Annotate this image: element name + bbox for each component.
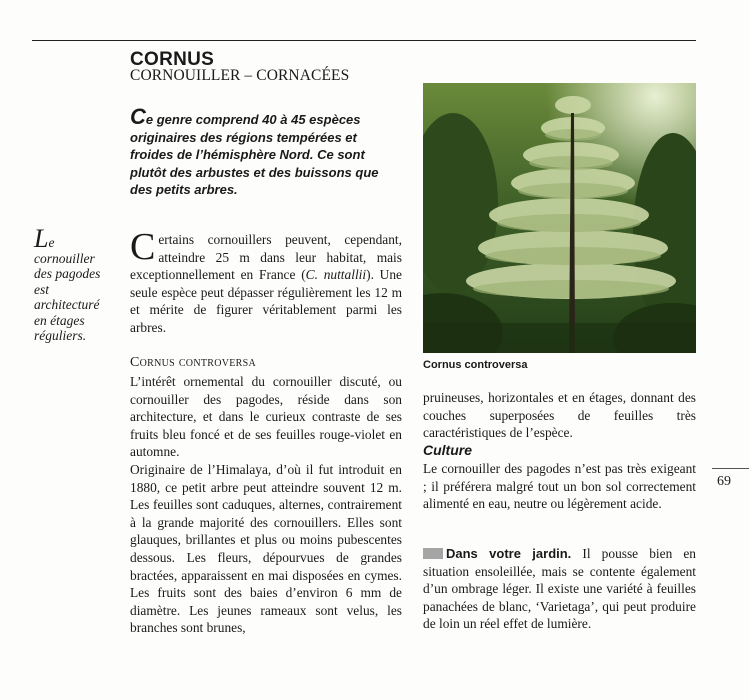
section-paragraph-1: L’intérêt ornemental du cornouiller discuté, ou cornouiller des pagodes, réside dans son architecture, et dans le curieux contraste de ses fruits bleu foncé et de ses feuilles rouge-violet en automne.: [130, 374, 402, 460]
garden-label: Dans votre jardin.: [446, 546, 572, 561]
top-rule: [32, 40, 696, 41]
garden-marker-icon: [423, 548, 443, 559]
garden-paragraph: [423, 545, 696, 633]
page-number: 69: [717, 474, 731, 489]
continuation-paragraph: pruineuses, horizontales et en étages, donnant des couches superposées de feuilles très caractéristiques de l’espèce.: [423, 390, 696, 441]
photo-caption: Cornus controversa: [423, 359, 528, 371]
opening-dropcap: C: [130, 226, 156, 268]
intro-text: e genre comprend 40 à 45 espèces originaires des régions tempérées et froides de l’hémisphère Nord. Ce sont plutôt des arbustes et des buissons que des petits arbres.: [130, 112, 379, 197]
page-number-rule: [712, 468, 749, 469]
opening-species: C. nuttallii: [305, 267, 367, 283]
intro-initial: C: [130, 104, 146, 129]
section-heading: [130, 355, 256, 371]
section-body: [130, 373, 402, 637]
culture-paragraph: Le cornouiller des pagodes n’est pas très exigeant ; il préférera malgré tout un bon sol correctement alimenté en eau, neutre ou légèrement acide.: [423, 461, 696, 512]
side-note-text: cornouiller des pagodes est architecturé en étages réguliers.: [34, 250, 101, 343]
side-note-initial: L: [34, 224, 49, 253]
opening-text-a: ertains cornouillers peuvent, cependant, atteindre 25 m dans leur habitat, mais exceptionnellement en France (: [130, 232, 402, 283]
genus-title: CORNUS: [130, 49, 215, 70]
genus-subtitle: CORNOUILLER – CORNACÉES: [130, 67, 350, 84]
tree-photo: [423, 83, 696, 353]
section-heading-text: Cornus controversa: [130, 355, 257, 370]
intro-paragraph: [130, 104, 402, 199]
side-note-initial-rest: e: [48, 235, 55, 250]
garden-text: Il pousse bien en situation ensoleillée, mais se contente également d’un ombrage léger. Il existe une variété à feuilles panachées de blanc, ‘Varietaga’, qui peut produire de loin un réel effet de lumière.: [423, 546, 697, 632]
culture-heading: Culture: [423, 442, 472, 458]
opening-text-b: ). Une seule espèce peut dépasser régulièrement les 12 m et mérite de figurer véritablement parmi les arbres.: [130, 267, 402, 335]
opening-paragraph: [130, 226, 402, 337]
side-note: [34, 224, 104, 344]
tree-illustration: [423, 83, 696, 353]
section-paragraph-2: Originaire de l’Himalaya, d’où il fut introduit en 1880, ce petit arbre peut atteindre souvent 12 m. Les feuilles sont caduques, alternes, contrairement à la grande majorité des cornouillers. Elles sont glauques, brillantes et plus ou moins pubescentes dessous. Les fleurs, dépourvues de grandes bractées, apparaissent en mai disposées en cymes. Les fruits sont des baies d’environ 6 mm de diamètre. Les jeunes rameaux sont velus, les branches sont brunes,: [130, 461, 402, 636]
